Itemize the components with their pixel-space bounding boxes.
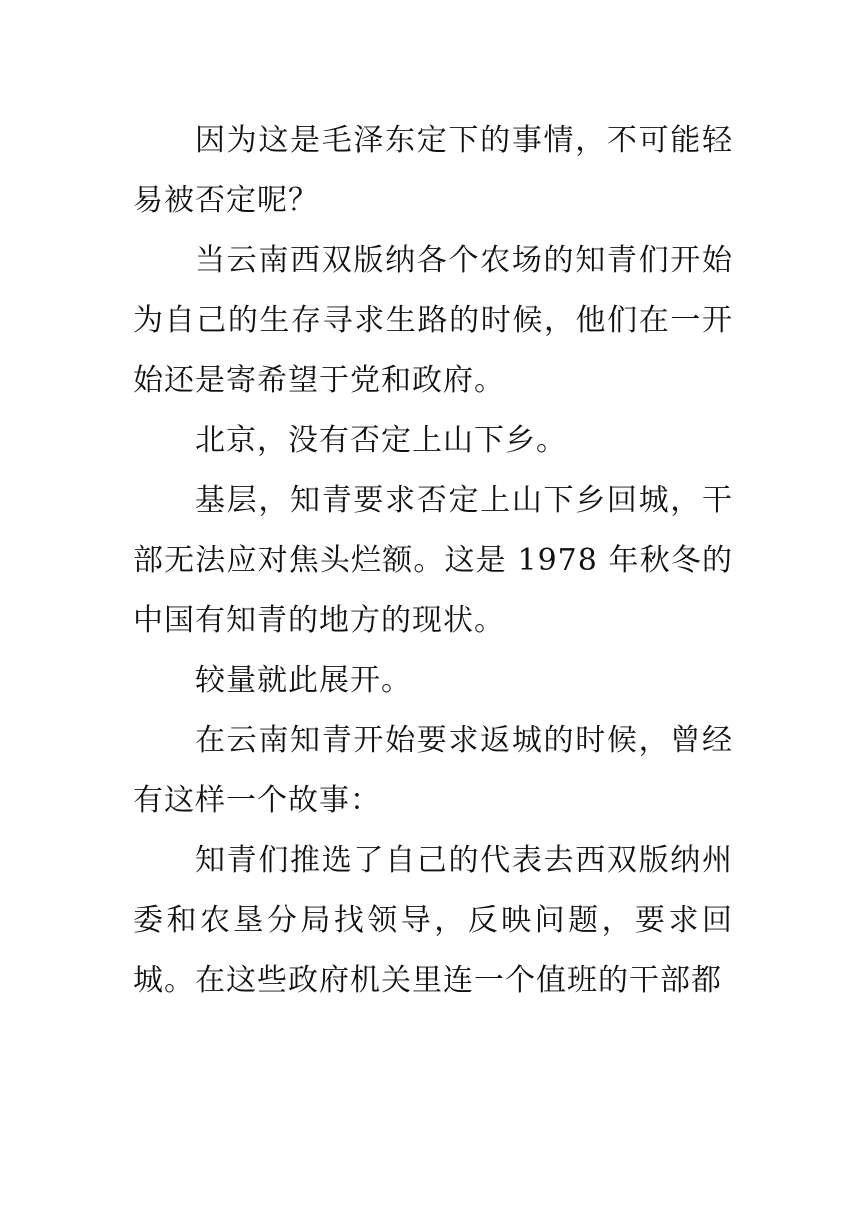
paragraph-2: 当云南西双版纳各个农场的知青们开始为自己的生存寻求生路的时候，他们在一开始还是寄希望于党和政府。 (133, 243, 733, 398)
paragraph-5: 较量就此展开。 (195, 663, 412, 698)
paragraph-7: 知青们推选了自己的代表去西双版纳州委和农垦分局找领导，反映问题，要求回城。在这些政府机关里连一个值班的干部都 (133, 843, 733, 998)
paragraph-1: 因为这是毛泽东定下的事情，不可能轻易被否定呢？ (133, 123, 733, 218)
paragraph-6: 在云南知青开始要求返城的时候，曾经有这样一个故事： (133, 723, 733, 818)
body-text (133, 111, 733, 1011)
paragraph-4: 基层，知青要求否定上山下乡回城，干部无法应对焦头烂额。这是 1978 年秋冬的中国有知青的地方的现状。 (133, 483, 733, 638)
paragraph-3: 北京，没有否定上山下乡。 (195, 423, 567, 458)
